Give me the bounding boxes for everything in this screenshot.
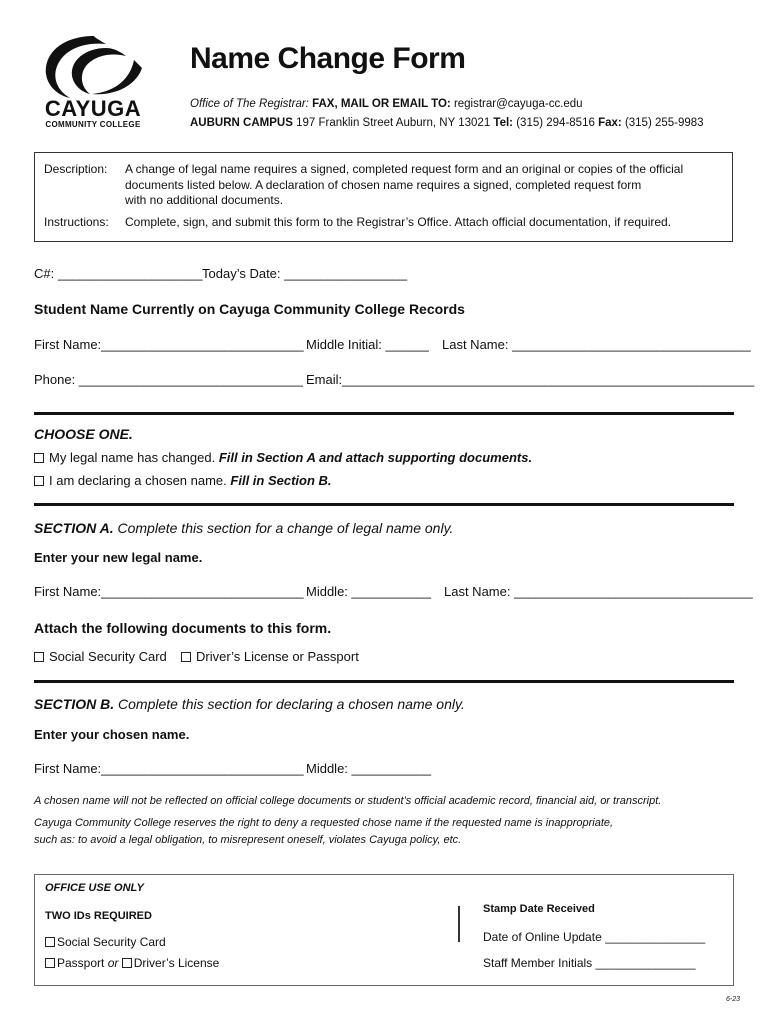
office-id1-label: Social Security Card [57,935,166,949]
chosen-middle-field[interactable]: Middle: ___________ [306,761,432,776]
doc-social-security[interactable] [34,649,167,664]
description-line-2: documents listed below. A declaration of chosen name requires a signed, completed request form [125,178,642,192]
doc1-label: Social Security Card [49,649,167,664]
logo-wordmark: CAYUGA [44,96,142,121]
office-or-label: or [107,956,119,970]
chosen-note-3: such as: to avoid a legal obligation, to misrepresent oneself, violates Cayuga policy, etc. [34,834,462,846]
divider-rule-1 [34,412,734,415]
new-last-name-field[interactable]: Last Name: _________________________________ [444,584,753,599]
current-first-name-field[interactable]: First Name:____________________________ [34,337,304,352]
option-b-instruction: Fill in Section B. [230,473,332,488]
doc-license-passport[interactable] [181,649,359,664]
todays-date-field[interactable]: Today’s Date: _________________ [202,266,408,281]
option-a-instruction: Fill in Section A and attach supporting documents. [218,450,533,465]
instructions-text: Complete, sign, and submit this form to the Registrar’s Office. Attach official documentation, if required. [125,215,672,229]
form-revision-code: 6-23 [726,996,741,1003]
section-a-heading [34,520,453,536]
contact-line-1 [190,98,583,110]
office-id2b-label: Driver’s License [133,956,220,970]
tel-label: Tel: [493,117,514,129]
section-b-subtitle: Complete this section for declaring a chosen name only. [118,696,465,712]
office-license-checkbox[interactable] [122,958,132,968]
attach-heading: Attach the following documents to this form. [34,620,332,636]
fax-number: (315) 255-9983 [624,117,704,129]
option-b-text: I am declaring a chosen name. [49,473,227,488]
contact-line-2 [190,117,704,129]
doc2-label: Driver’s License or Passport [196,649,359,664]
chosen-note-2: Cayuga Community College reserves the right to deny a requested chose name if the requested name is inappropriate, [34,817,614,829]
office-use-heading: OFFICE USE ONLY [45,882,144,894]
description-line-1: A change of legal name requires a signed, completed request form and an original or copies of the official [125,162,684,176]
section-a-enter: Enter your new legal name. [34,550,203,565]
online-update-field[interactable]: Date of Online Update _______________ [483,930,706,944]
college-logo [34,30,154,130]
form-title: Name Change Form [190,42,466,75]
campus-label: AUBURN CAMPUS [190,117,293,129]
fax-mail-label: FAX, MAIL OR EMAIL TO: [312,98,451,110]
office-passport-checkbox[interactable] [45,958,55,968]
choose-option-a[interactable] [34,450,532,465]
divider-rule-2 [34,503,734,506]
section-b-label: SECTION B. [34,696,115,712]
registrar-email[interactable]: registrar@cayuga-cc.edu [453,98,583,110]
description-label: Description: [44,162,108,176]
legal-name-checkbox[interactable] [34,453,44,463]
office-ssc-checkbox[interactable] [45,937,55,947]
current-last-name-field[interactable]: Last Name: _________________________________ [442,337,751,352]
office-divider [458,906,460,942]
current-middle-initial-field[interactable]: Middle Initial: ______ [306,337,429,352]
c-number-field[interactable]: C#: ____________________ [34,266,203,281]
chosen-note-1: A chosen name will not be reflected on official college documents or student’s official academic record, financial aid, or transcript. [34,795,662,807]
section-b-heading [34,696,465,712]
office-id2a-label: Passport [57,956,105,970]
ids-required-label: TWO IDs REQUIRED [45,910,152,922]
divider-rule-3 [34,680,734,683]
chosen-name-checkbox[interactable] [34,476,44,486]
office-label: Office of The Registrar: [190,98,309,110]
cayuga-swoosh-icon [34,30,154,100]
logo-subtitle: COMMUNITY COLLEGE [45,120,141,129]
description-line-3: with no additional documents. [125,193,284,207]
new-first-name-field[interactable]: First Name:____________________________ [34,584,304,599]
office-id-social-security[interactable] [45,935,166,949]
campus-address: 197 Franklin Street Auburn, NY 13021 [296,117,491,129]
info-box [34,152,733,242]
fax-label: Fax: [598,117,622,129]
new-middle-field[interactable]: Middle: ___________ [306,584,432,599]
license-passport-checkbox[interactable] [181,652,191,662]
office-use-box [34,874,734,986]
social-security-checkbox[interactable] [34,652,44,662]
instructions-label: Instructions: [44,215,109,229]
choose-option-b[interactable] [34,473,332,488]
choose-one-heading: CHOOSE ONE. [34,426,133,442]
chosen-first-name-field[interactable]: First Name:____________________________ [34,761,304,776]
email-field[interactable]: Email:_________________________________________________________ [306,372,755,387]
phone-field[interactable]: Phone: _______________________________ [34,372,303,387]
section-a-label: SECTION A. [34,520,114,536]
section-a-subtitle: Complete this section for a change of legal name only. [117,520,454,536]
tel-number: (315) 294-8516 [516,117,595,129]
section-b-enter: Enter your chosen name. [34,727,190,742]
office-id-passport-license[interactable] [45,956,219,970]
current-name-heading: Student Name Currently on Cayuga Community College Records [34,301,465,317]
stamp-date-label: Stamp Date Received [483,903,595,915]
option-a-text: My legal name has changed. [49,450,216,465]
staff-initials-field[interactable]: Staff Member Initials _______________ [483,956,696,970]
